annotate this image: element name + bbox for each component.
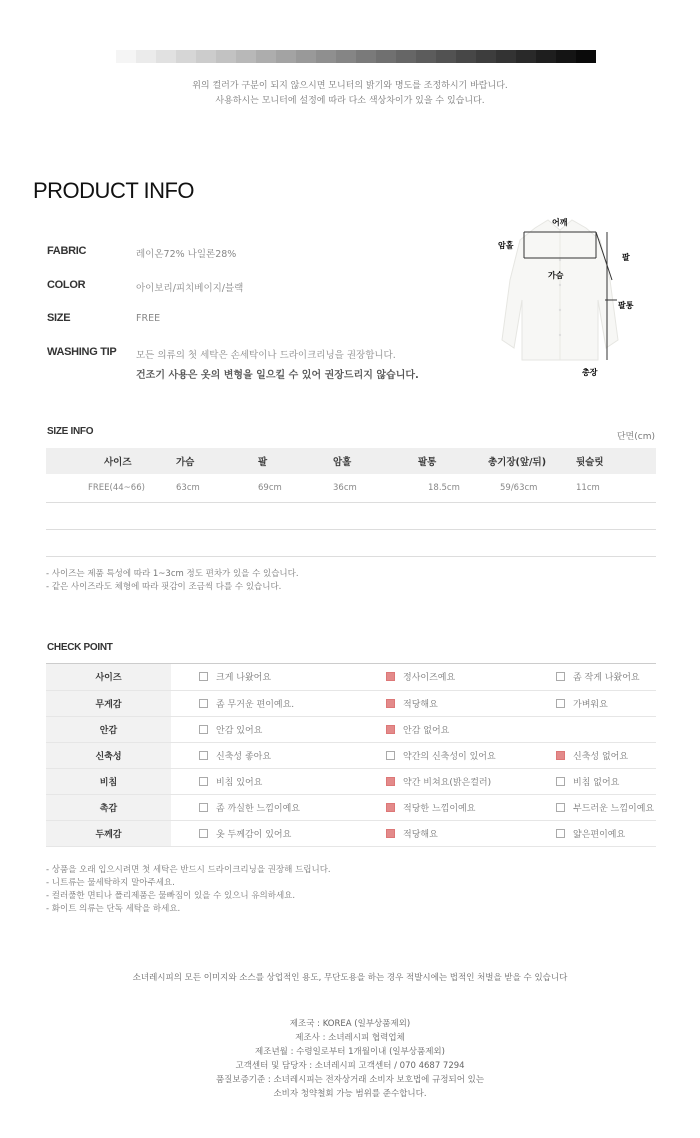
- check-point-table: [46, 664, 656, 847]
- unchecked-box-icon: [199, 751, 208, 760]
- size-header-cell: 총기장(앞/뒤): [488, 448, 576, 474]
- size-header-cell: 가슴: [176, 448, 258, 474]
- check-point-category: 사이즈: [46, 664, 171, 690]
- size-header-cell: 팔: [258, 448, 333, 474]
- checked-box-icon: [386, 699, 395, 708]
- product-info-title: PRODUCT INFO: [33, 178, 195, 203]
- check-option-label: 크게 나왔어요: [216, 673, 272, 684]
- check-point-option: [341, 690, 511, 716]
- check-point-option: [511, 716, 656, 742]
- check-point-row: [46, 794, 656, 820]
- check-point-row: [46, 664, 656, 690]
- check-option-label: 좀 무거운 편이예요.: [216, 699, 295, 710]
- check-point-category: 촉감: [46, 794, 171, 820]
- check-point-row: [46, 690, 656, 716]
- size-info-title: SIZE INFO: [47, 426, 94, 437]
- shirt-label-length: 총장: [582, 368, 598, 377]
- check-option-label: 비침 있어요: [216, 777, 263, 788]
- size-value: FREE: [136, 313, 161, 324]
- check-option-label: 정사이즈예요: [403, 673, 456, 684]
- check-point-option: [511, 664, 656, 690]
- shirt-label-shoulder: 어깨: [552, 218, 568, 227]
- unchecked-box-icon: [199, 829, 208, 838]
- gradient-step: [176, 50, 196, 63]
- check-option-label: 안감 없어요: [403, 725, 450, 736]
- gradient-step: [136, 50, 156, 63]
- shirt-image: [502, 220, 618, 360]
- gradient-step: [236, 50, 256, 63]
- check-point-option: [171, 742, 341, 768]
- gradient-step: [576, 50, 596, 63]
- size-cell: 36cm: [333, 474, 418, 502]
- washing-tip-warning: 건조기 사용은 옷의 변형을 일으킬 수 있어 권장드리지 않습니다.: [136, 370, 419, 381]
- gradient-step: [376, 50, 396, 63]
- check-point-option: [171, 690, 341, 716]
- color-label: COLOR: [47, 279, 86, 291]
- check-option-label: 약간의 신축성이 있어요: [403, 751, 496, 762]
- washing-tip-value: 모든 의류의 첫 세탁은 손세탁이나 드라이크리닝을 권장합니다.: [136, 350, 396, 361]
- check-point-row: [46, 716, 656, 742]
- gradient-step: [556, 50, 576, 63]
- size-note-1: - 사이즈는 제품 특성에 따라 1~3cm 정도 편차가 있을 수 있습니다.: [46, 569, 299, 579]
- fabric-label: FABRIC: [47, 245, 87, 257]
- shirt-label-chest: 가슴: [548, 271, 564, 280]
- unchecked-box-icon: [556, 803, 565, 812]
- unchecked-box-icon: [386, 751, 395, 760]
- check-point-option: [171, 768, 341, 794]
- check-option-label: 가벼워요: [573, 699, 608, 710]
- gradient-step: [456, 50, 476, 63]
- size-cell: FREE(44~66): [46, 474, 176, 502]
- check-option-label: 좀 작게 나왔어요: [573, 673, 640, 684]
- notice-line-1: 위의 컬러가 구분이 되지 않으시면 모니터의 밝기와 명도를 조정하시기 바랍니다.: [192, 81, 508, 91]
- gradient-step: [316, 50, 336, 63]
- check-option-label: 좀 까실한 느낌이예요: [216, 803, 300, 814]
- check-point-option: [171, 820, 341, 846]
- unchecked-box-icon: [199, 672, 208, 681]
- footer-line: 제조사 : 소녀레시피 협력업체: [295, 1033, 405, 1043]
- size-header-cell: 팔통: [418, 448, 488, 474]
- checked-box-icon: [386, 777, 395, 786]
- check-option-label: 적당한 느낌이예요: [403, 803, 476, 814]
- unchecked-box-icon: [556, 699, 565, 708]
- footer-line: 품질보증기준 : 소녀레시피는 전자상거래 소비자 보호법에 규정되어 있는: [215, 1075, 485, 1085]
- check-option-label: 비침 없어요: [573, 777, 620, 788]
- gradient-step: [496, 50, 516, 63]
- gradient-step: [436, 50, 456, 63]
- unchecked-box-icon: [556, 829, 565, 838]
- size-label: SIZE: [47, 312, 71, 324]
- check-point-row: [46, 742, 656, 768]
- size-table-header: [46, 448, 656, 474]
- checked-box-icon: [386, 725, 395, 734]
- footer-line: 제조년월 : 수령일로부터 1개월이내 (일부상품제외): [255, 1047, 445, 1057]
- monitor-notice: [0, 79, 700, 109]
- size-unit: 단면(cm): [616, 432, 655, 442]
- care-note-2: - 니트류는 물세탁하지 말아주세요.: [46, 878, 175, 888]
- gradient-step: [156, 50, 176, 63]
- check-point-category: 무게감: [46, 690, 171, 716]
- size-header-cell: 사이즈: [46, 448, 176, 474]
- checked-box-icon: [556, 751, 565, 760]
- check-point-option: [171, 664, 341, 690]
- unchecked-box-icon: [556, 672, 565, 681]
- gradient-step: [276, 50, 296, 63]
- divider: [46, 529, 656, 530]
- check-point-row: [46, 820, 656, 846]
- check-point-category: 두께감: [46, 820, 171, 846]
- check-option-label: 옷 두께감이 있어요: [216, 829, 292, 840]
- check-point-category: 안감: [46, 716, 171, 742]
- check-point-title: CHECK POINT: [47, 642, 113, 653]
- care-note-4: - 화이트 의류는 단독 세탁을 하세요.: [46, 904, 181, 914]
- unchecked-box-icon: [199, 725, 208, 734]
- check-option-label: 적당해요: [403, 829, 438, 840]
- check-point-option: [341, 794, 511, 820]
- care-note-3: - 컬러풀한 면티나 폴리제품은 물빠짐이 있을 수 있으니 유의하세요.: [46, 891, 296, 901]
- notice-line-2: 사용하시는 모니터에 설정에 따라 다소 색상차이가 있을 수 있습니다.: [215, 96, 485, 106]
- gradient-step: [516, 50, 536, 63]
- color-value: 아이보리/피치베이지/블랙: [136, 283, 244, 294]
- check-point-option: [511, 768, 656, 794]
- unchecked-box-icon: [199, 803, 208, 812]
- check-option-label: 부드러운 느낌이예요: [573, 803, 655, 814]
- check-point-option: [341, 664, 511, 690]
- checked-box-icon: [386, 672, 395, 681]
- footer-line: 고객센터 및 담당자 : 소녀레시피 고객센터 / 070 4687 7294: [235, 1061, 465, 1071]
- check-option-label: 적당해요: [403, 699, 438, 710]
- gradient-step: [296, 50, 316, 63]
- check-point-option: [511, 794, 656, 820]
- footer-line: 소비자 청약철회 가능 범위를 준수합니다.: [273, 1089, 427, 1099]
- copyright-notice: 소녀레시피의 모든 이미지와 소스를 상업적인 용도, 무단도용을 하는 경우 적발시에는 법적인 처벌을 받을 수 있습니다: [132, 973, 568, 983]
- unchecked-box-icon: [199, 699, 208, 708]
- check-option-label: 신축성 좋아요: [216, 751, 272, 762]
- monitor-calibration-gradient: [116, 50, 596, 63]
- unchecked-box-icon: [556, 777, 565, 786]
- check-point-option: [171, 794, 341, 820]
- gradient-step: [476, 50, 496, 63]
- check-point-category: 신축성: [46, 742, 171, 768]
- check-option-label: 약간 비쳐요(밝은컬러): [403, 777, 492, 788]
- size-cell: 63cm: [176, 474, 258, 502]
- gradient-step: [336, 50, 356, 63]
- size-notes: [46, 568, 299, 594]
- gradient-step: [396, 50, 416, 63]
- size-note-2: - 같은 사이즈라도 체형에 따라 핏감이 조금씩 다를 수 있습니다.: [46, 582, 282, 592]
- check-point-option: [171, 716, 341, 742]
- care-note-1: - 상품을 오래 입으시려면 첫 세탁은 반드시 드라이크리닝을 권장해 드립니다.: [46, 865, 331, 875]
- checked-box-icon: [386, 803, 395, 812]
- gradient-step: [536, 50, 556, 63]
- check-point-category: 비침: [46, 768, 171, 794]
- size-header-cell: 뒷슬릿: [576, 448, 656, 474]
- check-option-label: 신축성 없어요: [573, 751, 629, 762]
- gradient-step: [116, 50, 136, 63]
- check-point-option: [341, 768, 511, 794]
- check-point-option: [511, 690, 656, 716]
- checked-box-icon: [386, 829, 395, 838]
- gradient-step: [356, 50, 376, 63]
- check-point-row: [46, 768, 656, 794]
- check-point-option: [341, 820, 511, 846]
- check-point-option: [341, 742, 511, 768]
- fabric-value: 레이온72% 나일론28%: [136, 249, 237, 260]
- check-point-option: [511, 820, 656, 846]
- size-header-cell: 암홀: [333, 448, 418, 474]
- shirt-label-sleeve: 팔: [622, 253, 630, 262]
- check-option-label: 안감 있어요: [216, 725, 263, 736]
- manufacturing-info: [0, 1017, 700, 1101]
- gradient-step: [256, 50, 276, 63]
- footer-line: 제조국 : KOREA (일부상품제외): [289, 1019, 411, 1029]
- unchecked-box-icon: [199, 777, 208, 786]
- shirt-measurement-diagram: [490, 200, 640, 380]
- gradient-step: [416, 50, 436, 63]
- size-cell: 59/63cm: [488, 474, 576, 502]
- size-cell: 18.5cm: [418, 474, 488, 502]
- washing-tip-label: WASHING TIP: [47, 346, 117, 358]
- care-notes: [46, 864, 331, 916]
- size-cell: 11cm: [576, 474, 656, 502]
- shirt-label-armhole: 암홀: [498, 241, 514, 250]
- check-point-option: [341, 716, 511, 742]
- gradient-step: [196, 50, 216, 63]
- check-point-option: [511, 742, 656, 768]
- divider: [46, 556, 656, 557]
- check-option-label: 얇은편이예요: [573, 829, 626, 840]
- size-table: [46, 448, 656, 503]
- gradient-step: [216, 50, 236, 63]
- size-cell: 69cm: [258, 474, 333, 502]
- table-row: [46, 474, 656, 502]
- shirt-label-sleeve-width: 팔통: [618, 301, 634, 310]
